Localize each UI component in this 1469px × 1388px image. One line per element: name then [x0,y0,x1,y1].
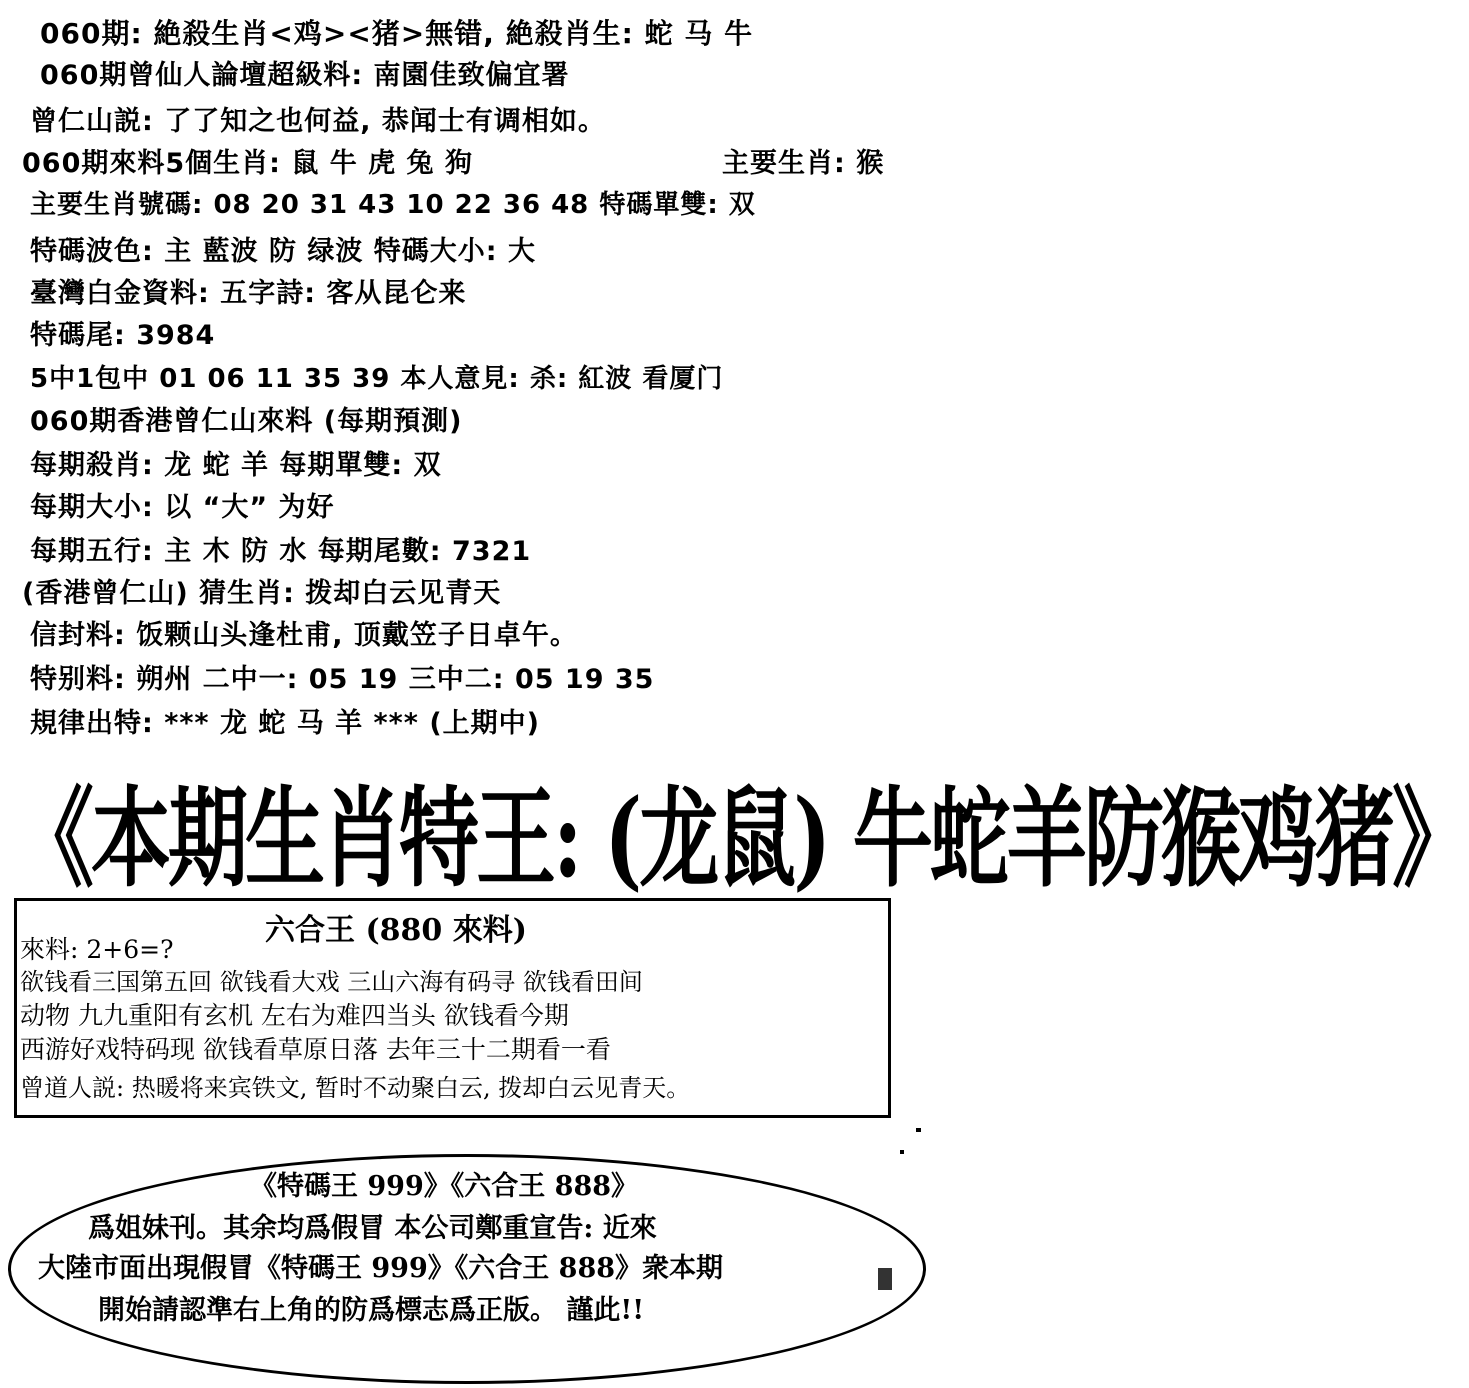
text-line: (香港曾仁山) 猜生肖: 拨却白云见青天 [22,578,502,609]
notice-line: 大陸市面出現假冒《特碼王 999》《六合王 888》衆本期 [38,1253,724,1284]
box-line: 欲钱看三国第五回 欲钱看大戏 三山六海有码寻 欲钱看田间 [20,968,643,996]
text-line: 每期五行: 主 木 防 水 每期尾數: 7321 [30,536,532,567]
text-line: 信封料: 饭颗山头逢杜甫, 顶戴笠子日卓午。 [30,620,578,651]
text-line: 特碼尾: 3984 [30,320,216,351]
box-line: 曾道人説: 热暖将来宾铁文, 暂时不动聚白云, 拨却白云见青天。 [20,1074,691,1102]
scan-speck [900,1150,904,1154]
scan-speck [916,1128,921,1132]
text-line: 060期香港曾仁山來料 (每期預測) [30,406,463,437]
text-line: 臺灣白金資料: 五字詩: 客从昆仑来 [30,278,467,309]
scan-speck [878,1268,892,1290]
text-line: 特别料: 朔州 二中一: 05 19 三中二: 05 19 35 [30,664,655,695]
box-line: 西游好戏特码现 欲钱看草原日落 去年三十二期看一看 [20,1035,611,1064]
text-line: 曾仁山説: 了了知之也何益, 恭闻士有调相如。 [30,106,606,137]
text-line: 5中1包中 01 06 11 35 39 本人意見: 杀: 紅波 看厦门 [30,364,724,394]
text-line: 每期殺肖: 龙 蛇 羊 每期單雙: 双 [30,450,442,481]
text-line: 060期: 絶殺生肖<鸡><猪>無错, 絶殺肖生: 蛇 马 牛 [40,17,754,50]
notice-line: 開始請認準右上角的防爲標志爲正版。 謹此!! [98,1295,645,1326]
text-line: 主要生肖: 猴 [722,148,885,179]
box-title: 六合王 (880 來料) [265,913,527,948]
text-line: 特碼波色: 主 藍波 防 绿波 特碼大小: 大 [30,236,536,267]
text-line: 每期大小: 以 “大” 为好 [30,492,335,523]
box-line: 动物 九九重阳有玄机 左右为难四当头 欲钱看今期 [20,1001,569,1030]
text-line: 060期來料5個生肖: 鼠 牛 虎 兔 狗 [22,148,473,179]
text-line: 主要生肖號碼: 08 20 31 43 10 22 36 48 特碼單雙: 双 [30,190,756,220]
text-line: 規律出特: *** 龙 蛇 马 羊 *** (上期中) [30,708,540,739]
headline-banner: 《本期生肖特王: (龙鼠) 牛蛇羊防猴鸡猪》 [14,774,1469,902]
text-line: 060期曾仙人論壇超級料: 南園佳致偏宜署 [40,60,570,91]
notice-line: 《特碼王 999》《六合王 888》 [250,1171,639,1202]
box-line: 來料: 2+6=? [20,935,174,964]
notice-line: 爲姐妹刊。其余均爲假冒 本公司鄭重宣告: 近來 [88,1213,657,1244]
